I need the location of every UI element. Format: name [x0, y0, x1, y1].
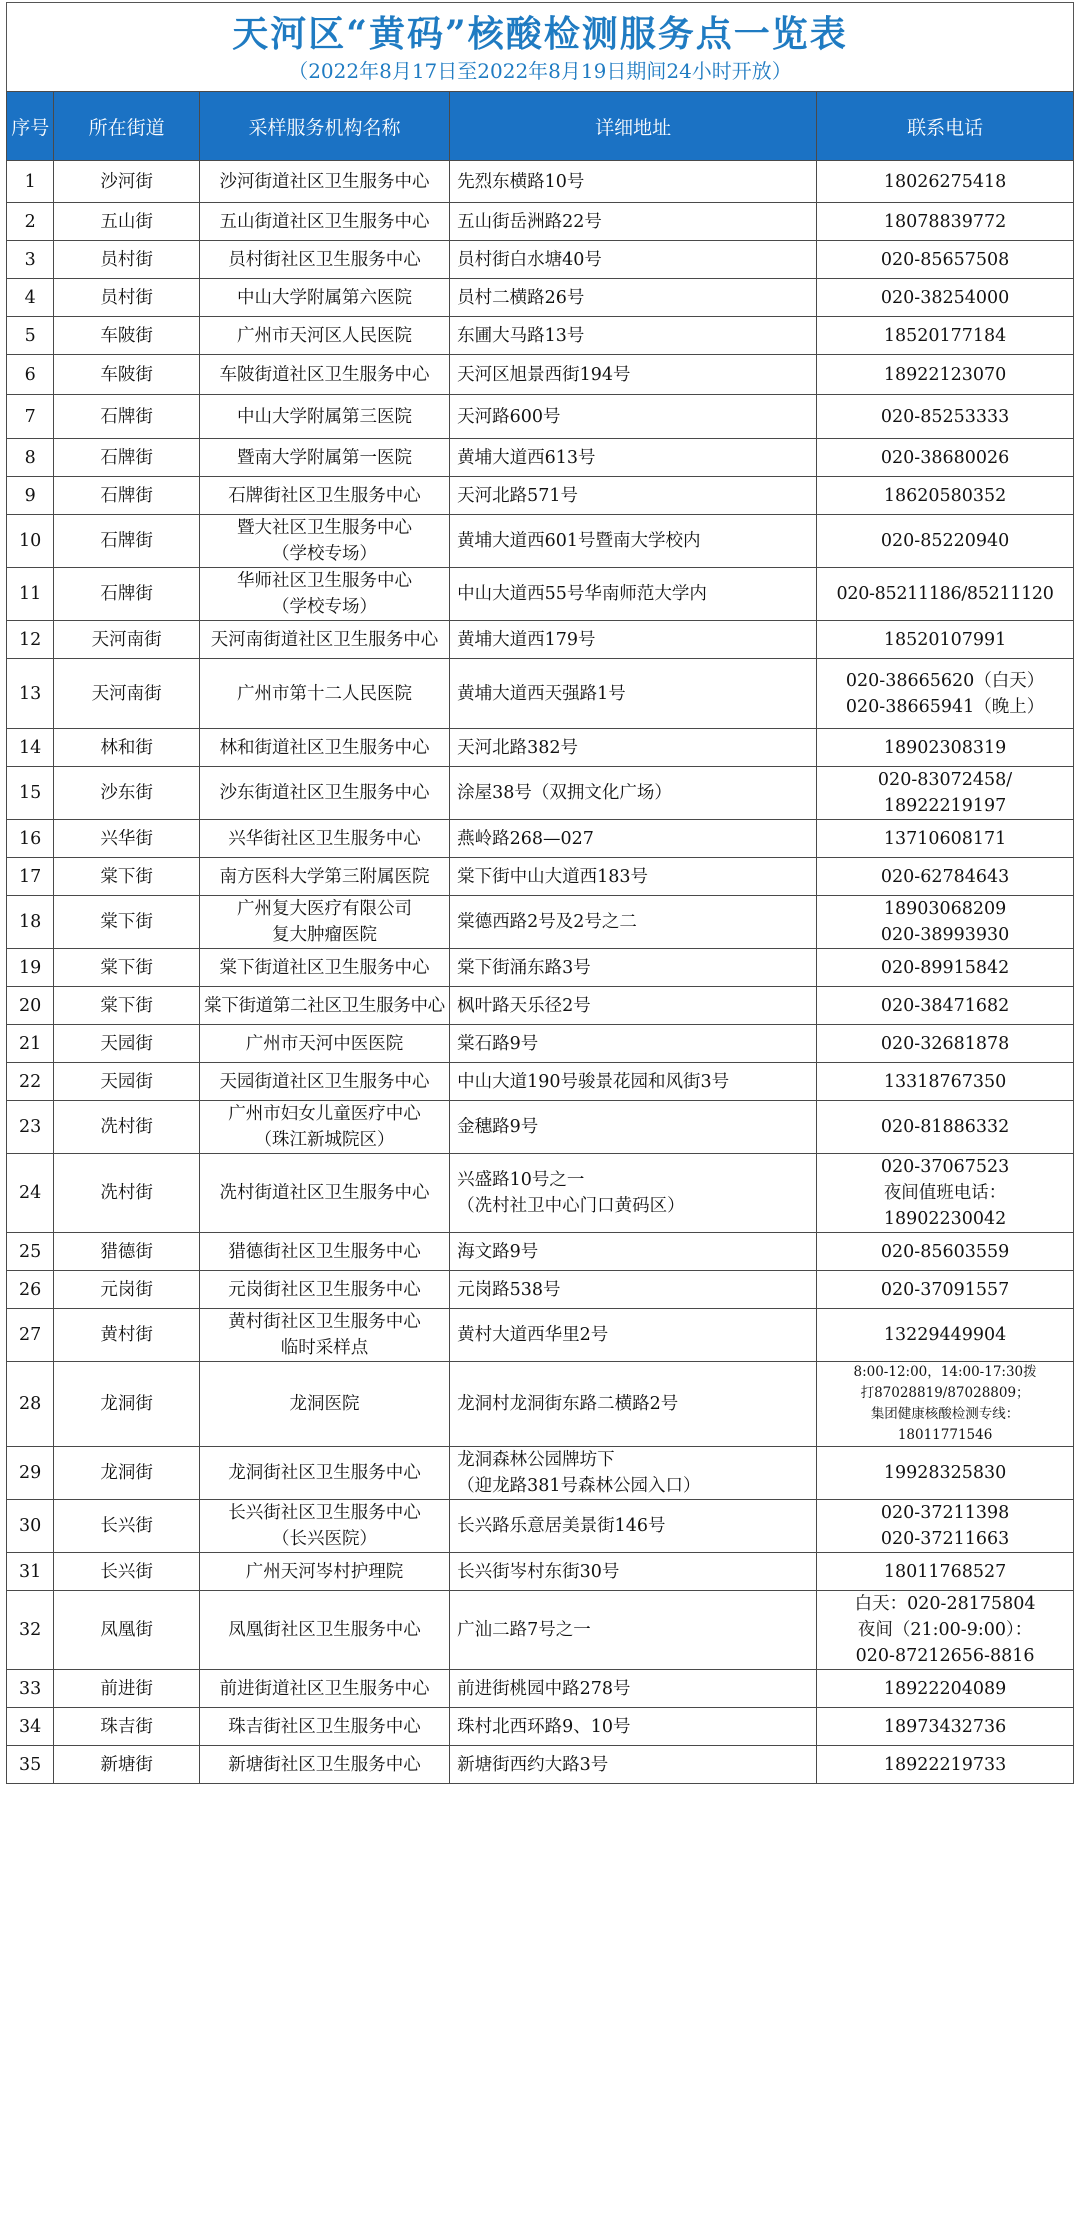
cell-org: 天河南街道社区卫生服务中心	[199, 621, 449, 659]
cell-address: 黄埔大道西天强路1号	[450, 659, 817, 729]
cell-street: 员村街	[54, 241, 200, 279]
col-header-address: 详细地址	[450, 92, 817, 161]
cell-phone: 18922204089	[817, 1670, 1074, 1708]
cell-phone: 18011768527	[817, 1553, 1074, 1591]
table-row	[7, 355, 1074, 395]
cell-no: 22	[7, 1063, 54, 1101]
cell-phone: 020-32681878	[817, 1025, 1074, 1063]
table-body	[7, 161, 1074, 1784]
cell-phone: 020-81886332	[817, 1101, 1074, 1154]
cell-phone: 18922219733	[817, 1746, 1074, 1784]
cell-address: 棠德西路2号及2号之二	[450, 896, 817, 949]
cell-no: 26	[7, 1271, 54, 1309]
cell-phone: 020-62784643	[817, 858, 1074, 896]
cell-phone: 020-37211398 020-37211663	[817, 1500, 1074, 1553]
cell-phone: 020-85211186/85211120	[817, 568, 1074, 621]
cell-street: 珠吉街	[54, 1708, 200, 1746]
cell-phone: 18520107991	[817, 621, 1074, 659]
table-row	[7, 820, 1074, 858]
table-row	[7, 767, 1074, 820]
cell-address: 金穗路9号	[450, 1101, 817, 1154]
cell-street: 黄村街	[54, 1309, 200, 1362]
cell-address: 黄埔大道西179号	[450, 621, 817, 659]
table-row	[7, 896, 1074, 949]
table-row	[7, 1154, 1074, 1233]
table-row	[7, 729, 1074, 767]
cell-phone: 020-38471682	[817, 987, 1074, 1025]
cell-address: 天河北路571号	[450, 477, 817, 515]
cell-address: 涂屋38号（双拥文化广场）	[450, 767, 817, 820]
table-row	[7, 161, 1074, 203]
cell-no: 9	[7, 477, 54, 515]
page-title: 天河区“黄码”核酸检测服务点一览表	[232, 13, 848, 55]
cell-no: 18	[7, 896, 54, 949]
cell-no: 17	[7, 858, 54, 896]
cell-phone: 18902308319	[817, 729, 1074, 767]
cell-phone: 020-38680026	[817, 439, 1074, 477]
cell-org: 广州市天河区人民医院	[199, 317, 449, 355]
cell-address: 员村二横路26号	[450, 279, 817, 317]
table-row	[7, 279, 1074, 317]
cell-org: 元岗街社区卫生服务中心	[199, 1271, 449, 1309]
cell-no: 10	[7, 515, 54, 568]
cell-no: 32	[7, 1591, 54, 1670]
cell-org: 凤凰街社区卫生服务中心	[199, 1591, 449, 1670]
col-header-no: 序号	[7, 92, 54, 161]
cell-org: 棠下街道社区卫生服务中心	[199, 949, 449, 987]
cell-street: 车陂街	[54, 317, 200, 355]
table-row	[7, 1271, 1074, 1309]
cell-org: 广州市妇女儿童医疗中心 （珠江新城院区）	[199, 1101, 449, 1154]
cell-street: 石牌街	[54, 395, 200, 439]
table-row	[7, 1233, 1074, 1271]
cell-phone: 18973432736	[817, 1708, 1074, 1746]
table-row	[7, 1670, 1074, 1708]
cell-org: 珠吉街社区卫生服务中心	[199, 1708, 449, 1746]
cell-org: 沙东街道社区卫生服务中心	[199, 767, 449, 820]
cell-no: 20	[7, 987, 54, 1025]
cell-street: 长兴街	[54, 1553, 200, 1591]
cell-street: 棠下街	[54, 896, 200, 949]
cell-address: 棠下街涌东路3号	[450, 949, 817, 987]
cell-no: 8	[7, 439, 54, 477]
cell-address: 天河路600号	[450, 395, 817, 439]
table-row	[7, 1746, 1074, 1784]
cell-org: 新塘街社区卫生服务中心	[199, 1746, 449, 1784]
cell-org: 林和街道社区卫生服务中心	[199, 729, 449, 767]
table-row	[7, 515, 1074, 568]
cell-street: 棠下街	[54, 987, 200, 1025]
page-subtitle: （2022年8月17日至2022年8月19日期间24小时开放）	[288, 59, 792, 83]
cell-address: 燕岭路268—027	[450, 820, 817, 858]
cell-phone: 18620580352	[817, 477, 1074, 515]
cell-address: 广汕二路7号之一	[450, 1591, 817, 1670]
cell-no: 19	[7, 949, 54, 987]
table-row	[7, 987, 1074, 1025]
cell-no: 13	[7, 659, 54, 729]
cell-street: 天园街	[54, 1063, 200, 1101]
cell-org: 华师社区卫生服务中心 （学校专场）	[199, 568, 449, 621]
cell-phone: 020-85603559	[817, 1233, 1074, 1271]
cell-org: 车陂街道社区卫生服务中心	[199, 355, 449, 395]
cell-no: 23	[7, 1101, 54, 1154]
cell-org: 中山大学附属第三医院	[199, 395, 449, 439]
cell-address: 中山大道西55号华南师范大学内	[450, 568, 817, 621]
cell-org: 五山街道社区卫生服务中心	[199, 203, 449, 241]
cell-org: 沙河街道社区卫生服务中心	[199, 161, 449, 203]
cell-address: 龙洞村龙洞街东路二横路2号	[450, 1362, 817, 1447]
cell-address: 棠石路9号	[450, 1025, 817, 1063]
cell-street: 冼村街	[54, 1101, 200, 1154]
cell-no: 34	[7, 1708, 54, 1746]
cell-no: 28	[7, 1362, 54, 1447]
cell-address: 中山大道190号骏景花园和风街3号	[450, 1063, 817, 1101]
cell-street: 天园街	[54, 1025, 200, 1063]
cell-phone: 020-37091557	[817, 1271, 1074, 1309]
document-frame	[6, 2, 1074, 1784]
cell-org: 广州复大医疗有限公司 复大肿瘤医院	[199, 896, 449, 949]
cell-address: 长兴路乐意居美景街146号	[450, 1500, 817, 1553]
cell-street: 龙洞街	[54, 1447, 200, 1500]
cell-phone: 19928325830	[817, 1447, 1074, 1500]
table-row	[7, 568, 1074, 621]
cell-phone: 18520177184	[817, 317, 1074, 355]
title-block	[6, 2, 1074, 91]
cell-no: 6	[7, 355, 54, 395]
cell-no: 15	[7, 767, 54, 820]
cell-phone: 18922123070	[817, 355, 1074, 395]
cell-phone: 18078839772	[817, 203, 1074, 241]
cell-address: 元岗路538号	[450, 1271, 817, 1309]
cell-no: 16	[7, 820, 54, 858]
cell-address: 龙洞森林公园牌坊下 （迎龙路381号森林公园入口）	[450, 1447, 817, 1500]
testing-sites-table	[6, 91, 1074, 1784]
cell-no: 11	[7, 568, 54, 621]
cell-no: 35	[7, 1746, 54, 1784]
cell-org: 广州市第十二人民医院	[199, 659, 449, 729]
cell-phone: 020-89915842	[817, 949, 1074, 987]
cell-no: 3	[7, 241, 54, 279]
cell-street: 林和街	[54, 729, 200, 767]
cell-org: 广州天河岑村护理院	[199, 1553, 449, 1591]
cell-street: 石牌街	[54, 515, 200, 568]
cell-org: 猎德街社区卫生服务中心	[199, 1233, 449, 1271]
col-header-phone: 联系电话	[817, 92, 1074, 161]
cell-org: 冼村街道社区卫生服务中心	[199, 1154, 449, 1233]
cell-no: 27	[7, 1309, 54, 1362]
cell-street: 沙东街	[54, 767, 200, 820]
cell-street: 沙河街	[54, 161, 200, 203]
cell-phone: 13710608171	[817, 820, 1074, 858]
cell-phone: 020-85657508	[817, 241, 1074, 279]
cell-no: 21	[7, 1025, 54, 1063]
col-header-street: 所在街道	[54, 92, 200, 161]
table-row	[7, 241, 1074, 279]
cell-street: 石牌街	[54, 568, 200, 621]
cell-street: 棠下街	[54, 858, 200, 896]
cell-street: 猎德街	[54, 1233, 200, 1271]
cell-no: 7	[7, 395, 54, 439]
table-row	[7, 1591, 1074, 1670]
cell-street: 员村街	[54, 279, 200, 317]
table-row	[7, 1101, 1074, 1154]
cell-org: 广州市天河中医医院	[199, 1025, 449, 1063]
cell-org: 长兴街社区卫生服务中心 （长兴医院）	[199, 1500, 449, 1553]
cell-phone: 8:00-12:00，14:00-17:30拨 打87028819/87028809； 集团健康核酸检测专线： 18011771546	[817, 1362, 1074, 1447]
cell-phone: 020-85220940	[817, 515, 1074, 568]
cell-street: 凤凰街	[54, 1591, 200, 1670]
cell-phone: 13229449904	[817, 1309, 1074, 1362]
cell-phone: 18903068209 020-38993930	[817, 896, 1074, 949]
cell-address: 黄埔大道西601号暨南大学校内	[450, 515, 817, 568]
cell-street: 石牌街	[54, 439, 200, 477]
cell-org: 龙洞医院	[199, 1362, 449, 1447]
cell-org: 兴华街社区卫生服务中心	[199, 820, 449, 858]
cell-no: 25	[7, 1233, 54, 1271]
cell-org: 中山大学附属第六医院	[199, 279, 449, 317]
cell-street: 五山街	[54, 203, 200, 241]
cell-org: 龙洞街社区卫生服务中心	[199, 1447, 449, 1500]
cell-street: 长兴街	[54, 1500, 200, 1553]
cell-street: 元岗街	[54, 1271, 200, 1309]
cell-org: 南方医科大学第三附属医院	[199, 858, 449, 896]
cell-address: 长兴街岑村东街30号	[450, 1553, 817, 1591]
cell-street: 冼村街	[54, 1154, 200, 1233]
cell-address: 员村街白水塘40号	[450, 241, 817, 279]
cell-no: 14	[7, 729, 54, 767]
table-row	[7, 1362, 1074, 1447]
cell-org: 天园街道社区卫生服务中心	[199, 1063, 449, 1101]
cell-no: 4	[7, 279, 54, 317]
cell-street: 棠下街	[54, 949, 200, 987]
cell-address: 棠下街中山大道西183号	[450, 858, 817, 896]
cell-address: 东圃大马路13号	[450, 317, 817, 355]
cell-org: 员村街社区卫生服务中心	[199, 241, 449, 279]
cell-street: 龙洞街	[54, 1362, 200, 1447]
cell-no: 33	[7, 1670, 54, 1708]
table-row	[7, 858, 1074, 896]
cell-phone: 白天：020-28175804 夜间（21:00-9:00）： 020-87212656-8816	[817, 1591, 1074, 1670]
cell-address: 天河区旭景西街194号	[450, 355, 817, 395]
cell-org: 棠下街道第二社区卫生服务中心	[199, 987, 449, 1025]
col-header-org: 采样服务机构名称	[199, 92, 449, 161]
cell-org: 暨大社区卫生服务中心 （学校专场）	[199, 515, 449, 568]
cell-address: 新塘街西约大路3号	[450, 1746, 817, 1784]
cell-org: 石牌街社区卫生服务中心	[199, 477, 449, 515]
cell-no: 29	[7, 1447, 54, 1500]
table-row	[7, 395, 1074, 439]
cell-phone: 020-38254000	[817, 279, 1074, 317]
table-header-row	[7, 92, 1074, 161]
cell-no: 1	[7, 161, 54, 203]
table-row	[7, 439, 1074, 477]
cell-address: 珠村北西环路9、10号	[450, 1708, 817, 1746]
cell-no: 30	[7, 1500, 54, 1553]
table-row	[7, 949, 1074, 987]
cell-street: 兴华街	[54, 820, 200, 858]
cell-no: 12	[7, 621, 54, 659]
table-row	[7, 1309, 1074, 1362]
cell-org: 前进街道社区卫生服务中心	[199, 1670, 449, 1708]
table-row	[7, 203, 1074, 241]
cell-street: 前进街	[54, 1670, 200, 1708]
cell-street: 石牌街	[54, 477, 200, 515]
table-row	[7, 621, 1074, 659]
cell-address: 五山街岳洲路22号	[450, 203, 817, 241]
cell-no: 31	[7, 1553, 54, 1591]
cell-phone: 18026275418	[817, 161, 1074, 203]
cell-no: 5	[7, 317, 54, 355]
cell-address: 前进街桃园中路278号	[450, 1670, 817, 1708]
table-row	[7, 1447, 1074, 1500]
cell-no: 24	[7, 1154, 54, 1233]
table-row	[7, 1553, 1074, 1591]
cell-address: 天河北路382号	[450, 729, 817, 767]
cell-phone: 020-38665620（白天） 020-38665941（晚上）	[817, 659, 1074, 729]
cell-phone: 020-85253333	[817, 395, 1074, 439]
cell-phone: 13318767350	[817, 1063, 1074, 1101]
table-row	[7, 1063, 1074, 1101]
cell-address: 黄村大道西华里2号	[450, 1309, 817, 1362]
cell-address: 先烈东横路10号	[450, 161, 817, 203]
cell-address: 枫叶路天乐径2号	[450, 987, 817, 1025]
cell-street: 车陂街	[54, 355, 200, 395]
cell-no: 2	[7, 203, 54, 241]
cell-address: 兴盛路10号之一 （冼村社卫中心门口黄码区）	[450, 1154, 817, 1233]
cell-street: 天河南街	[54, 621, 200, 659]
cell-street: 新塘街	[54, 1746, 200, 1784]
cell-street: 天河南街	[54, 659, 200, 729]
cell-address: 黄埔大道西613号	[450, 439, 817, 477]
table-row	[7, 1708, 1074, 1746]
table-row	[7, 1500, 1074, 1553]
cell-address: 海文路9号	[450, 1233, 817, 1271]
table-row	[7, 659, 1074, 729]
table-row	[7, 1025, 1074, 1063]
cell-phone: 020-37067523 夜间值班电话： 18902230042	[817, 1154, 1074, 1233]
cell-phone: 020-83072458/ 18922219197	[817, 767, 1074, 820]
cell-org: 黄村街社区卫生服务中心 临时采样点	[199, 1309, 449, 1362]
table-row	[7, 317, 1074, 355]
cell-org: 暨南大学附属第一医院	[199, 439, 449, 477]
table-row	[7, 477, 1074, 515]
